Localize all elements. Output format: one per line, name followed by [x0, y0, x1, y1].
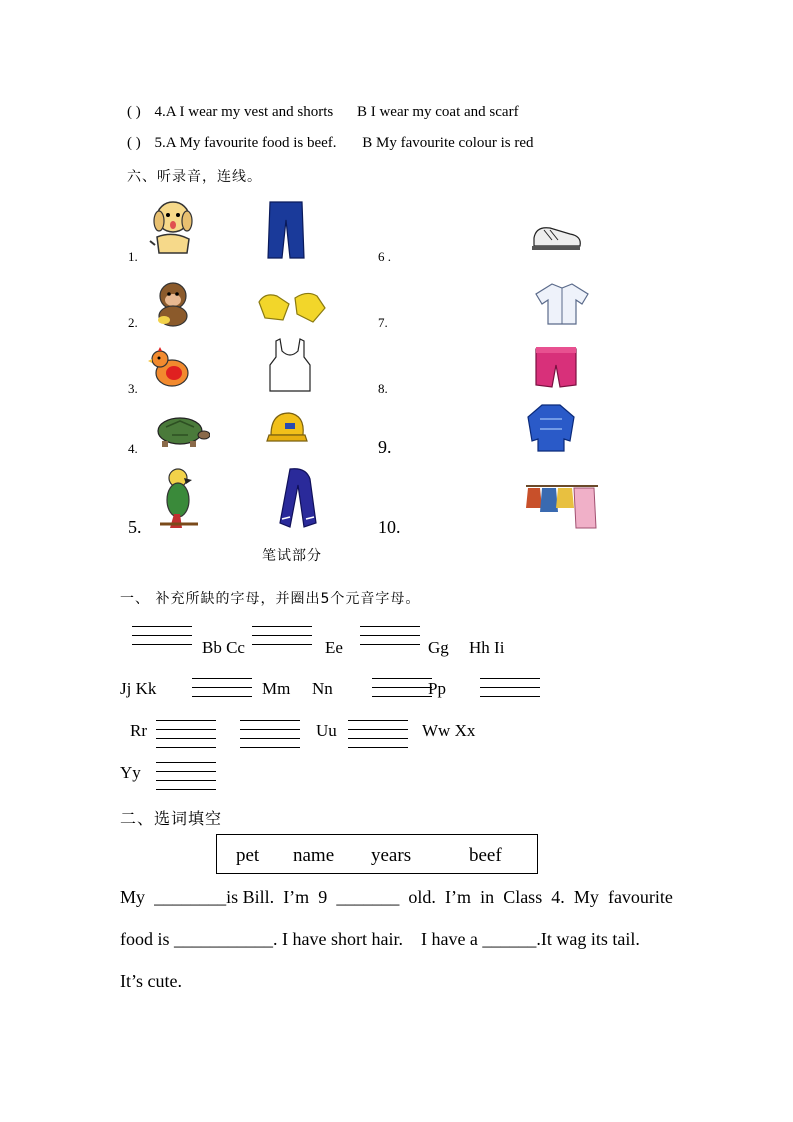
paragraph-line-2: food is ___________. I have short hair. I have a ______.It wag its tail. — [120, 929, 640, 949]
option-a: 5.A My favourite food is beef. — [154, 135, 337, 151]
letter-pair: Nn — [312, 679, 333, 698]
match-number: 9. — [378, 437, 392, 457]
letter-blank[interactable] — [192, 678, 252, 704]
match-number: 2. — [128, 315, 138, 330]
letter-pair: Rr — [130, 721, 147, 740]
clothes-rack-icon[interactable] — [524, 478, 600, 532]
letter-pair: Uu — [316, 721, 337, 740]
answer-paren: ( ) — [127, 135, 141, 151]
letter-pair: Mm — [262, 679, 291, 698]
letter-blank[interactable] — [240, 720, 300, 746]
letter-pair: Ww Xx — [422, 721, 476, 740]
letter-pair: Hh Ii — [469, 638, 505, 657]
dog-icon[interactable] — [147, 197, 199, 257]
letter-blank[interactable] — [480, 678, 540, 704]
word-option: name — [293, 845, 335, 866]
option-b: B I wear my coat and scarf — [356, 104, 519, 120]
word-option: years — [371, 845, 412, 866]
letter-pair: Pp — [428, 679, 446, 698]
monkey-icon[interactable] — [150, 280, 196, 328]
shorts-icon[interactable] — [534, 343, 578, 391]
paragraph-line-1: My ________is Bill. I’m 9 _______ old. I’m in Class 4. My favourite — [120, 887, 673, 907]
match-number: 5. — [128, 517, 142, 537]
question-5 — [127, 135, 534, 152]
match-number: 6 . — [378, 249, 391, 264]
section-1-title: 一、 补充所缺的字母，并圈出5个元音字母。 — [120, 591, 421, 607]
word-option: beef — [469, 845, 502, 866]
letter-blank[interactable] — [372, 678, 432, 704]
sweater-icon[interactable] — [526, 401, 576, 453]
match-number: 7. — [378, 315, 388, 330]
letter-blank[interactable] — [252, 626, 312, 652]
cap-icon[interactable] — [265, 409, 309, 449]
letter-pair: Bb Cc — [202, 638, 245, 657]
section-2-title: 二、选词填空 — [120, 809, 223, 828]
gloves-icon[interactable] — [255, 290, 327, 326]
answer-paren: ( ) — [127, 104, 141, 120]
letter-blank[interactable] — [156, 762, 216, 788]
letter-pair: Ee — [325, 638, 343, 657]
letter-blank[interactable] — [156, 720, 216, 752]
section-6-title: 六、听录音，连线。 — [127, 169, 262, 185]
letter-pair: Jj Kk — [120, 679, 157, 698]
match-number: 8. — [378, 381, 388, 396]
tortoise-icon[interactable] — [150, 411, 210, 451]
option-b: B My favourite colour is red — [362, 135, 534, 151]
sneakers-icon[interactable] — [530, 220, 584, 254]
written-part-title: 笔试部分 — [262, 548, 322, 564]
match-number: 1. — [128, 249, 138, 264]
paragraph-line-3: It’s cute. — [120, 971, 182, 991]
match-number: 3. — [128, 381, 138, 396]
letter-blank[interactable] — [360, 626, 420, 652]
vest-icon[interactable] — [268, 337, 312, 393]
question-4 — [127, 104, 519, 121]
letter-blank[interactable] — [132, 626, 192, 652]
match-number: 4. — [128, 441, 138, 456]
scarf-icon[interactable] — [276, 467, 322, 531]
match-number: 10. — [378, 517, 401, 537]
chicken-icon[interactable] — [148, 347, 192, 391]
shirt-icon[interactable] — [534, 280, 592, 326]
letter-pair: Gg — [428, 638, 449, 657]
letter-pair: Yy — [120, 763, 141, 782]
word-box — [216, 834, 538, 874]
pants-icon[interactable] — [266, 200, 306, 260]
word-option: pet — [236, 845, 260, 866]
parrot-icon[interactable] — [156, 466, 202, 530]
option-a: 4.A I wear my vest and shorts — [154, 104, 334, 120]
letter-blank[interactable] — [348, 720, 408, 746]
